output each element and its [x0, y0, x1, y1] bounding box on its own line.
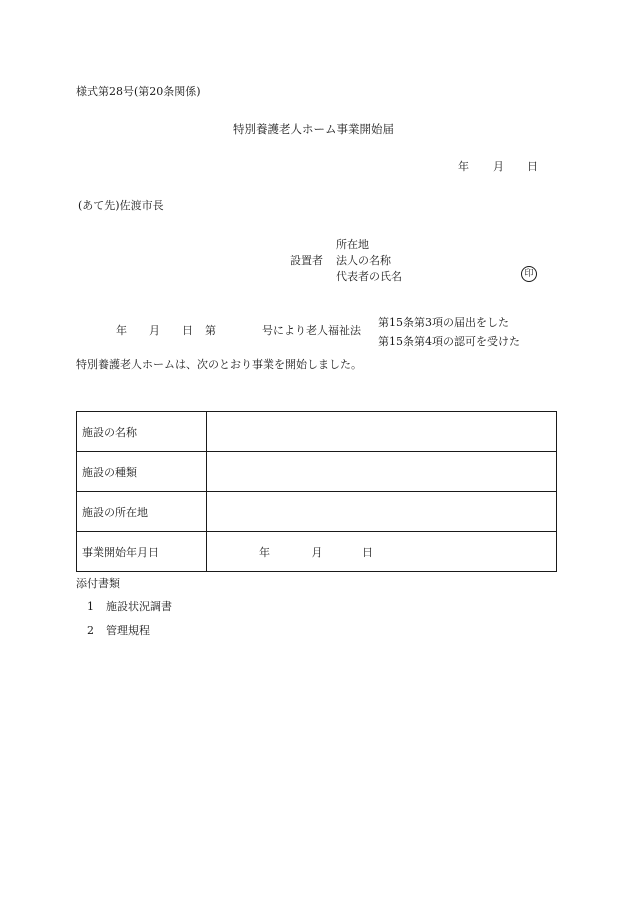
table-row	[77, 532, 557, 572]
facility-name-label: 施設の名称	[77, 412, 207, 452]
facility-address-value[interactable]	[207, 492, 557, 532]
facility-info-table	[76, 411, 557, 572]
statement-option-approval: 第15条第4項の認可を受けた	[378, 335, 520, 348]
date-month-label: 月	[493, 160, 504, 173]
facility-address-label: 施設の所在地	[77, 492, 207, 532]
facility-type-value[interactable]	[207, 452, 557, 492]
list-item	[87, 624, 150, 637]
table-row	[77, 492, 557, 532]
statement-body: 特別養護老人ホームは、次のとおり事業を開始しました。	[76, 358, 362, 371]
statement-number-prefix: 第	[205, 324, 216, 337]
facility-name-value[interactable]	[207, 412, 557, 452]
attachment-number: 1	[87, 600, 94, 613]
date-day-label: 日	[527, 160, 538, 173]
date-year-label: 年	[458, 160, 469, 173]
start-date-value[interactable]	[207, 532, 557, 572]
installer-corporation-label: 法人の名称	[336, 254, 391, 267]
seal-icon: 印	[521, 266, 537, 282]
statement-law-reference: 号により老人福祉法	[262, 324, 361, 337]
statement-day-label: 日	[182, 324, 193, 337]
statement-year-label: 年	[116, 324, 127, 337]
installer-location-label: 所在地	[336, 238, 369, 251]
statement-month-label: 月	[149, 324, 160, 337]
addressee: (あて先)佐渡市長	[78, 199, 164, 212]
table-row	[77, 412, 557, 452]
installer-representative-label: 代表者の氏名	[336, 270, 402, 283]
attachment-text: 管理規程	[106, 624, 150, 637]
form-number: 様式第28号(第20条関係)	[76, 85, 201, 98]
start-date-label: 事業開始年月日	[77, 532, 207, 572]
statement-option-notification: 第15条第3項の届出をした	[378, 316, 509, 329]
attachments-heading: 添付書類	[76, 577, 120, 590]
attachment-text: 施設状況調書	[106, 600, 172, 613]
document-title: 特別養護老人ホーム事業開始届	[233, 122, 394, 136]
list-item	[87, 600, 172, 613]
start-date-month: 月	[311, 545, 323, 559]
facility-type-label: 施設の種類	[77, 452, 207, 492]
table-row	[77, 452, 557, 492]
installer-label: 設置者	[290, 254, 323, 267]
start-date-year: 年	[259, 545, 270, 559]
attachment-number: 2	[87, 624, 94, 637]
start-date-day: 日	[362, 545, 373, 559]
